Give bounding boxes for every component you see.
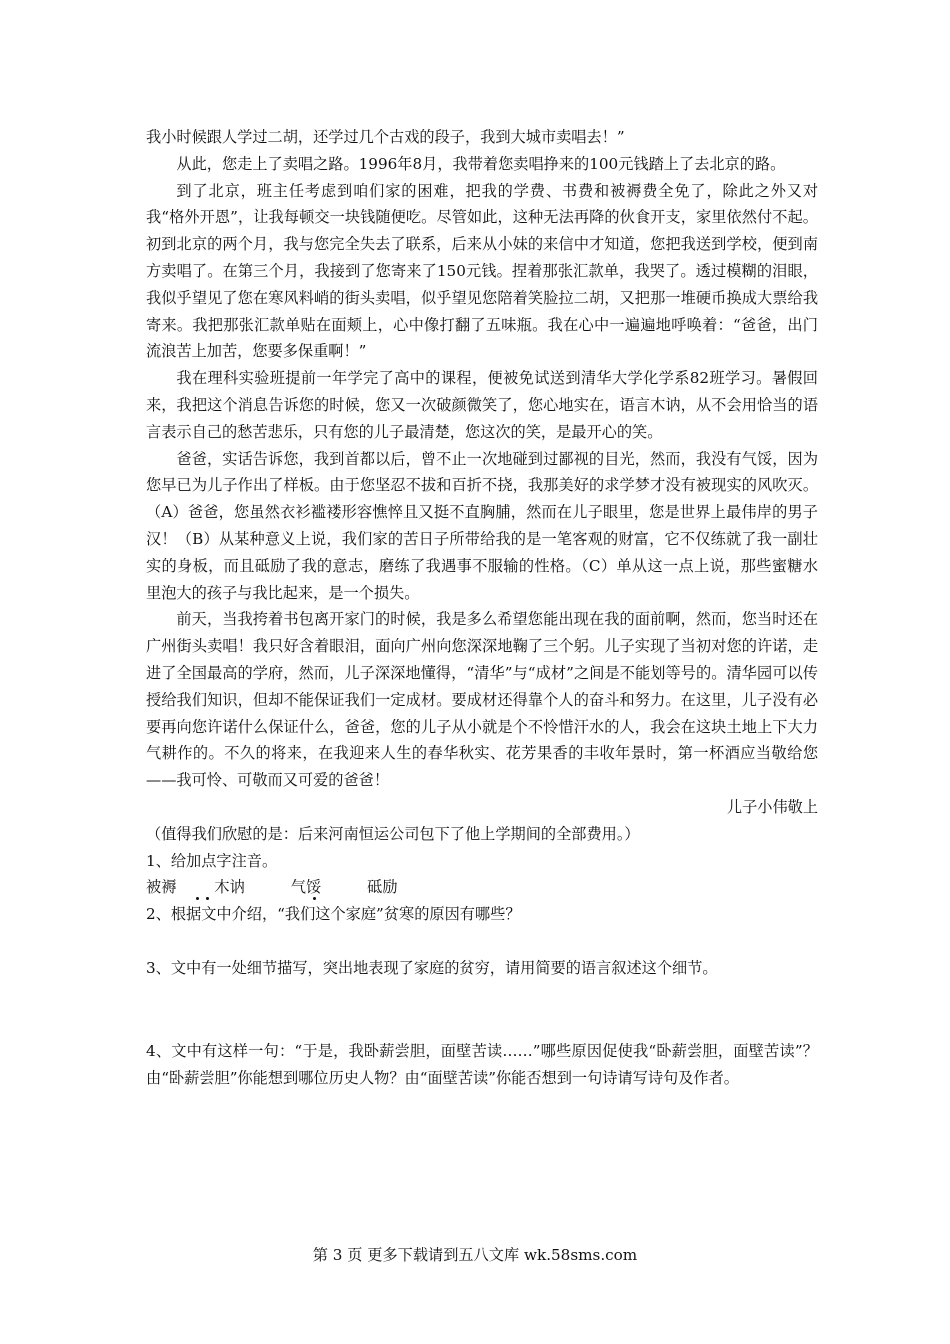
question-4: 4、文中有这样一句：“于是，我卧薪尝胆，面壁苦读……”哪些原因促使我“卧薪尝胆，面壁苦读”？由“卧薪尝胆”你能想到哪位历史人物？由“面壁苦读”你能否想到一句诗请写诗句及作者。 [146, 1041, 818, 1087]
answer-space-3 [146, 982, 818, 1038]
emphasis-dot [196, 897, 199, 900]
page-footer: 第 3 页 更多下载请到五八文库 wk.58sms.com [312, 1246, 638, 1264]
word-mune: 木讷 [214, 874, 244, 901]
paragraph-3: 到了北京，班主任考虑到咱们家的困难，把我的学费、书费和被褥费全免了，除此之外又对我“格外开恩”，让我每顿交一块钱随便吃。尽管如此，这种无法再降的伙食开支，家里依然付不起。初到北京的两个月，我与您完全失去了联系，后来从小妹的来信中才知道，您把我送到学校，便到南方卖唱了。在第三个月，我接到了您寄来了150元钱。捏着那张汇款单，我哭了。透过模糊的泪眼，我似乎望见了您在寒风料峭的街头卖唱，似乎望见您陪着笑脸拉二胡，又把那一堆硬币换成大票给我寄来。我把那张汇款单贴在面颊上，心中像打翻了五味瓶。我在心中一遍遍地呼唤着：“爸爸，出门流浪苦上加苦，您要多保重啊！” [146, 181, 818, 361]
paragraph-5: 爸爸，实话告诉您，我到首都以后，曾不止一次地碰到过鄙视的目光，然而，我没有气馁，因为您早已为儿子作出了样板。由于您坚忍不拔和百折不挠，我那美好的求学梦才没有被现实的风吹灭。（A）爸爸，您虽然衣衫褴褛形容憔悴且又挺不直胸脯，然而在儿子眼里，您是世界上最伟岸的男子汉！（B）从某种意义上说，我们家的苦日子所带给我的是一笔客观的财富，它不仅练就了我一副壮实的身板，而且砥励了我的意志，磨练了我遇事不服输的性格。（C）单从这一点上说，那些蜜糖水里泡大的孩子与我比起来，是一个损失。 [146, 449, 818, 602]
answer-space-2 [146, 928, 818, 955]
question-3: 3、文中有一处细节描写，突出地表现了家庭的贫穷，请用简要的语言叙述这个细节。 [146, 958, 718, 977]
paragraph-1: 我小时候跟人学过二胡，还学过几个古戏的段子，我到大城市卖唱去！” [146, 128, 625, 146]
document-body [146, 124, 818, 1091]
paragraph-6: 前天，当我挎着书包离开家门的时候，我是多么希望您能出现在我的面前啊，然而，您当时还在广州街头卖唱！我只好含着眼泪，面向广州向您深深地鞠了三个躬。儿子实现了当初对您的许诺，走进了全国最高的学府，然而，儿子深深地懂得，“清华”与“成材”之间是不能划等号的。清华园可以传授给我们知识，但却不能保证我们一定成材。要成材还得靠个人的奋斗和努力。在这里，儿子没有必要再向您许诺什么保证什么，爸爸，您的儿子从小就是个不怜惜汗水的人，我会在这块土地上下大力气耕作的。不久的将来，在我迎来人生的春华秋实、花芳果香的丰收年景时，第一杯酒应当敬给您——我可怜、可敬而又可爱的爸爸！ [146, 610, 818, 790]
word-qinei: 气馁 [291, 874, 321, 901]
emphasis-dot [313, 897, 316, 900]
question-1-words [146, 874, 818, 901]
word-dili: 砥励 [367, 878, 398, 897]
word-beiru: 被褥 [146, 874, 176, 901]
paragraph-2: 从此，您走上了卖唱之路。1996年8月，我带着您卖唱挣来的100元钱踏上了去北京的路。 [176, 154, 786, 173]
question-1-title: 1、给加点字注音。 [146, 851, 278, 870]
editor-note: （值得我们欣慰的是：后来河南恒运公司包下了他上学期间的全部费用。） [146, 824, 640, 843]
question-2: 2、根据文中介绍，“我们这个家庭”贫寒的原因有哪些？ [146, 905, 521, 924]
emphasis-dot [206, 897, 209, 900]
letter-signature: 儿子小伟敬上 [726, 797, 818, 816]
paragraph-4: 我在理科实验班提前一年学完了高中的课程，便被免试送到清华大学化学系82班学习。暑假回来，我把这个消息告诉您的时候，您又一次破颜微笑了，您心地实在，语言木讷，从不会用恰当的语言表示自己的愁苦悲乐，只有您的儿子最清楚，您这次的笑，是最开心的笑。 [146, 369, 818, 441]
